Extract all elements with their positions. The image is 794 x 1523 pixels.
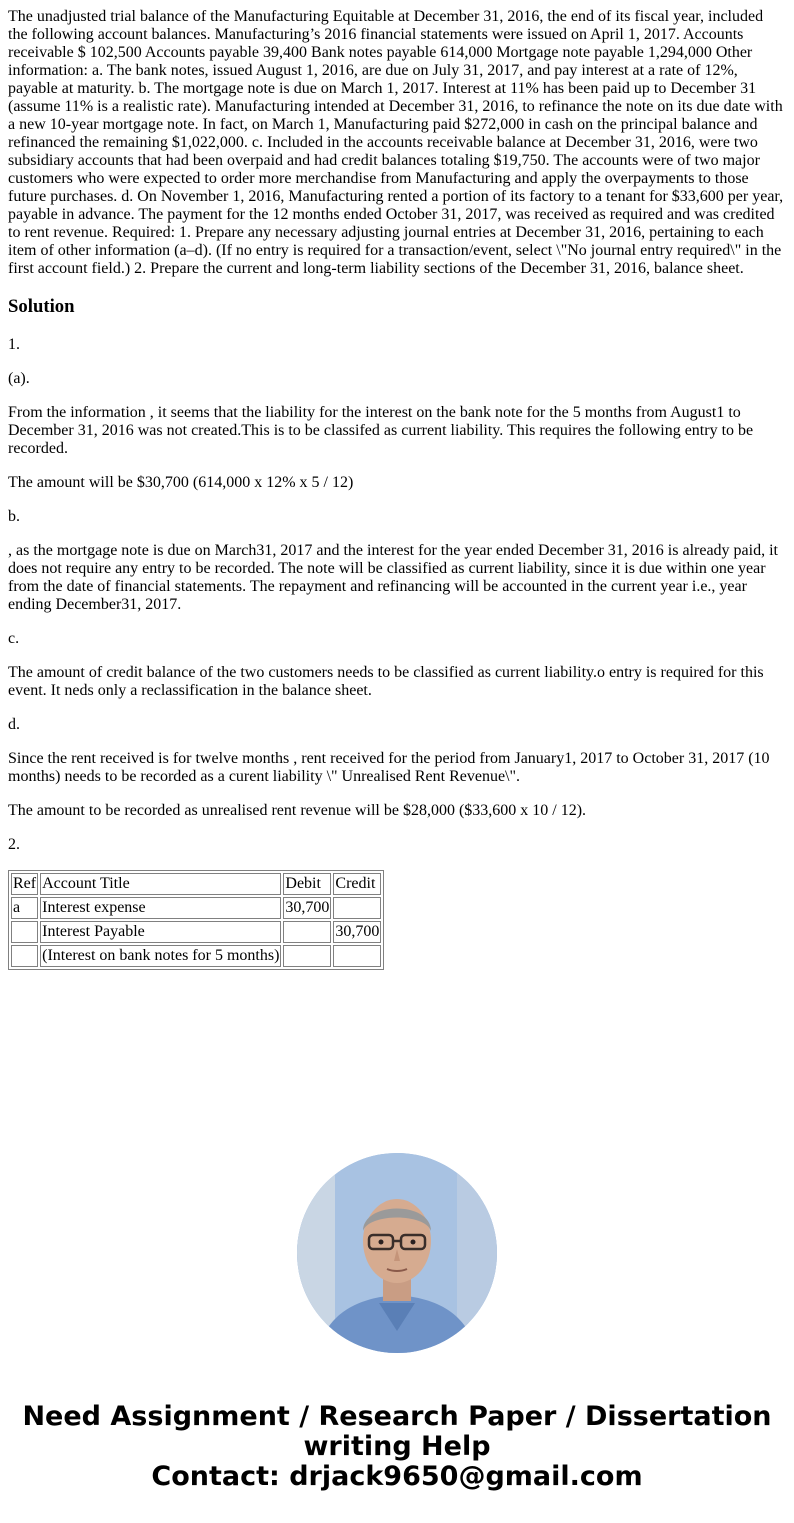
journal-entry-table	[8, 870, 384, 970]
table-row	[11, 921, 381, 943]
cell-credit	[333, 945, 381, 967]
table-header-row	[11, 873, 381, 895]
part-b-explanation: , as the mortgage note is due on March31, 2017 and the interest for the year ended December 31, 2016 is already paid, it does not require any entry to be recorded. The note will be classified as current liability, since it is due within one year from the date of financial statements. The repayment and refinancing will be accounted in the current year i.e., year ending December31, 2017.	[8, 542, 778, 613]
part-label-a: (a).	[8, 370, 30, 387]
author-portrait-icon	[297, 1153, 497, 1353]
promo-banner	[0, 1153, 794, 1492]
part-c-explanation: The amount of credit balance of the two customers needs to be classified as current liability.o entry is required for this event. It neds only a reclassification in the balance sheet.	[8, 664, 764, 699]
cell-credit	[333, 897, 381, 919]
cell-account-title: Interest expense	[40, 897, 281, 919]
contact-callout	[0, 1402, 794, 1492]
cell-ref	[11, 945, 38, 967]
table-row	[11, 897, 381, 919]
solution-heading: Solution	[8, 296, 75, 317]
part-label-c: c.	[8, 630, 20, 647]
part-a-explanation: From the information , it seems that the liability for the interest on the bank note for the 5 months from August1 to December 31, 2016 was not created.This is to be classifed as current liability. This requires the following entry to be recorded.	[8, 404, 754, 457]
part-d-explanation: Since the rent received is for twelve months , rent received for the period from January1, 2017 to October 31, 2017 (10 months) needs to be recorded as a curent liability \" Unrealised Rent Revenue\".	[8, 750, 770, 785]
cell-debit: 30,700	[283, 897, 331, 919]
cell-debit	[283, 921, 331, 943]
cell-ref	[11, 921, 38, 943]
cell-ref: a	[11, 897, 38, 919]
cell-debit	[283, 945, 331, 967]
cell-account-title: (Interest on bank notes for 5 months)	[40, 945, 281, 967]
header-account-title: Account Title	[40, 873, 281, 895]
part-a-amount: The amount will be $30,700 (614,000 x 12% x 5 / 12)	[8, 474, 354, 491]
question-text: The unadjusted trial balance of the Manufacturing Equitable at December 31, 2016, the end of its fiscal year, included the following account balances. Manufacturing’s 2016 financial statements were issued on April 1, 2017. Accounts receivable $ 102,500 Accounts payable 39,400 Bank notes payable 614,000 Mortgage note payable 1,294,000 Other information: a. The bank notes, issued August 1, 2016, are due on July 31, 2017, and pay interest at a rate of 12%, payable at maturity. b. The mortgage note is due on March 1, 2017. Interest at 11% has been paid up to December 31 (assume 11% is a realistic rate). Manufacturing intended at December 31, 2016, to refinance the note on its due date with a new 10-year mortgage note. In fact, on March 1, Manufacturing paid $272,000 in cash on the principal balance and refinanced the remaining $1,022,000. c. Included in the accounts receivable balance at December 31, 2016, were two subsidiary accounts that had been overpaid and had credit balances totaling $19,750. The accounts were of two major customers who were expected to order more merchandise from Manufacturing and apply the overpayments to those future purchases. d. On November 1, 2016, Manufacturing rented a portion of its factory to a tenant for $33,600 per year, payable in advance. The payment for the 12 months ended October 31, 2017, was received as required and was credited to rent revenue. Required: 1. Prepare any necessary adjusting journal entries at December 31, 2016, pertaining to each item of other information (a–d). (If no entry is required for a transaction/event, select \"No journal entry required\" in the first account field.) 2. Prepare the current and long-term liability sections of the December 31, 2016, balance sheet.	[8, 8, 784, 277]
header-debit: Debit	[283, 873, 331, 895]
header-ref: Ref	[11, 873, 38, 895]
promo-line-2: writing Help	[303, 1431, 491, 1462]
promo-contact-email[interactable]: Contact: drjack9650@gmail.com	[151, 1461, 643, 1492]
author-avatar	[297, 1153, 497, 1353]
header-credit: Credit	[333, 873, 381, 895]
step-label: 1.	[8, 336, 20, 353]
part-label-b: b.	[8, 508, 20, 525]
promo-line-1: Need Assignment / Research Paper / Dissertation	[22, 1401, 772, 1432]
document-content	[8, 8, 786, 970]
step-label-2: 2.	[8, 836, 20, 853]
part-label-d: d.	[8, 716, 20, 733]
cell-credit: 30,700	[333, 921, 381, 943]
table-row	[11, 945, 381, 967]
cell-account-title: Interest Payable	[40, 921, 281, 943]
part-d-amount: The amount to be recorded as unrealised rent revenue will be $28,000 ($33,600 x 10 / 12).	[8, 802, 587, 819]
